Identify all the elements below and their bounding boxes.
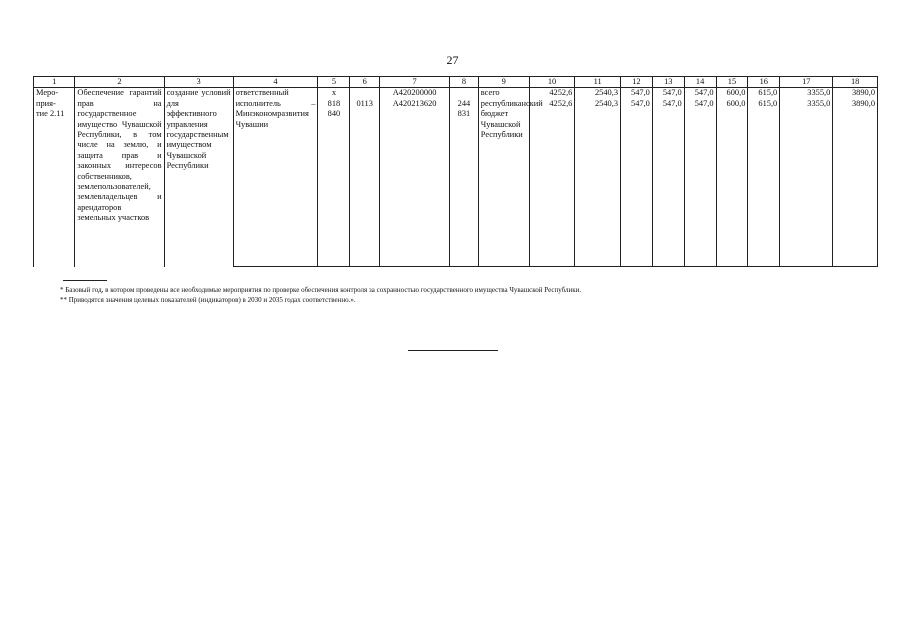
value-col12: 547,0 — [621, 99, 653, 267]
event-goal: создание условий для эффективного управления государственным имуществом Чувашской Республики — [164, 88, 233, 267]
end-divider — [408, 350, 498, 351]
col-header: 9 — [478, 77, 529, 88]
funding-source: республиканский бюджет Чувашской Республики — [478, 99, 529, 267]
col-header: 8 — [450, 77, 479, 88]
col-header: 4 — [233, 77, 318, 88]
grbs-code-total: x — [318, 88, 350, 99]
expense-type-total — [450, 88, 479, 99]
footnote-divider — [63, 280, 107, 281]
value-col12: 547,0 — [621, 88, 653, 99]
program-table — [33, 76, 878, 267]
value-col14: 547,0 — [684, 88, 716, 99]
value-col18: 3890,0 — [833, 99, 878, 267]
value-col14: 547,0 — [684, 99, 716, 267]
value-col11: 2540,3 — [575, 88, 621, 99]
col-header: 16 — [748, 77, 780, 88]
target-article: А420213620 — [380, 99, 450, 267]
header-row — [34, 77, 878, 88]
executor-name: исполнитель – Минэкономразвития Чувашии — [233, 99, 318, 267]
funding-source-total: всего — [478, 88, 529, 99]
section-code: 0113 — [350, 99, 380, 267]
col-header: 3 — [164, 77, 233, 88]
col-header: 15 — [716, 77, 748, 88]
footnote-1: * Базовый год, в котором проведены все необходимые мероприятия по проверке обеспечения контроля за сохранностью государственного имущества Чувашской Республики. — [60, 286, 582, 294]
event-number: Меро- прия- тие 2.11 — [34, 88, 75, 267]
value-col13: 547,0 — [652, 88, 684, 99]
executor-label: ответственный — [233, 88, 318, 99]
grbs-code: 818 840 — [318, 99, 350, 267]
value-col15: 600,0 — [716, 99, 748, 267]
col-header: 1 — [34, 77, 75, 88]
col-header: 18 — [833, 77, 878, 88]
col-header: 11 — [575, 77, 621, 88]
page-number: 27 — [446, 53, 459, 67]
col-header: 12 — [621, 77, 653, 88]
table-row — [34, 88, 878, 99]
target-article-total: А420200000 — [380, 88, 450, 99]
value-col10: 4252,6 — [529, 99, 575, 267]
col-header: 7 — [380, 77, 450, 88]
section-code-total — [350, 88, 380, 99]
value-col15: 600,0 — [716, 88, 748, 99]
expense-type: 244 831 — [450, 99, 479, 267]
col-header: 13 — [652, 77, 684, 88]
col-header: 17 — [780, 77, 833, 88]
value-col11: 2540,3 — [575, 99, 621, 267]
value-col16: 615,0 — [748, 99, 780, 267]
col-header: 10 — [529, 77, 575, 88]
col-header: 14 — [684, 77, 716, 88]
value-col16: 615,0 — [748, 88, 780, 99]
col-header: 2 — [75, 77, 164, 88]
value-col13: 547,0 — [652, 99, 684, 267]
col-header: 6 — [350, 77, 380, 88]
event-name: Обеспечение гарантий прав на государственное имущество Чувашской Республики, в том числе на землю, и защита прав и законных интересов собственников, землепользователей, землевладельцев и арендаторов земельных участков — [75, 88, 164, 267]
value-col18: 3890,0 — [833, 88, 878, 99]
footnote-2: ** Приводятся значения целевых показателей (индикаторов) в 2030 и 2035 годах соответственно.». — [60, 296, 356, 304]
value-col17: 3355,0 — [780, 99, 833, 267]
value-col10: 4252,6 — [529, 88, 575, 99]
value-col17: 3355,0 — [780, 88, 833, 99]
col-header: 5 — [318, 77, 350, 88]
